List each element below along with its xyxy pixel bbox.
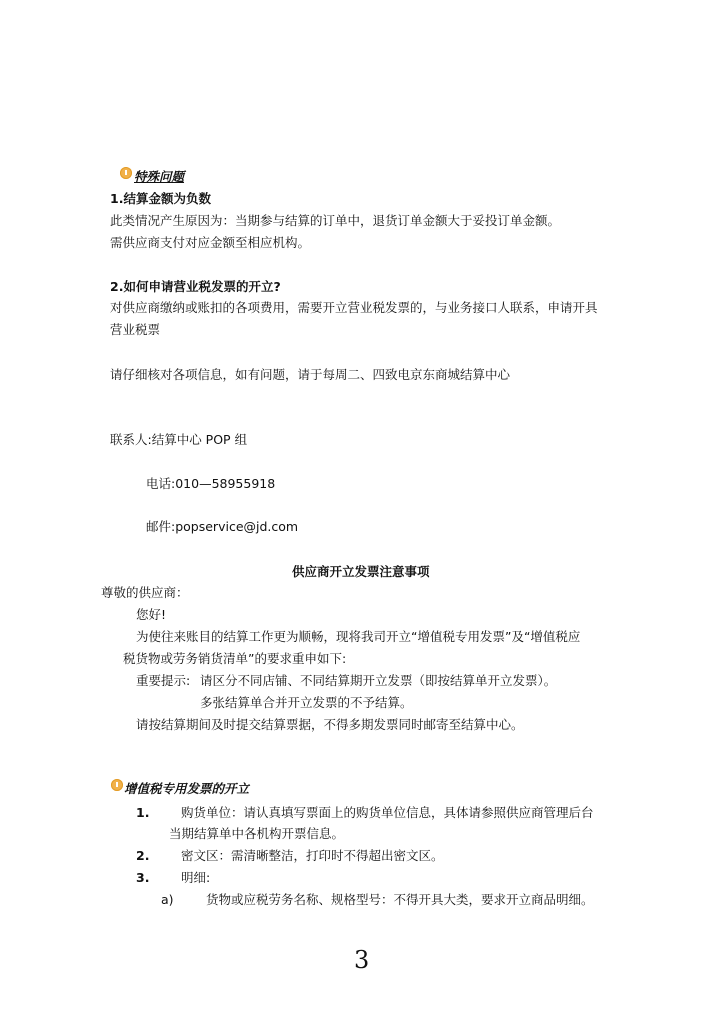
question-2-title: 2.如何申请营业税发票的开立? [110,279,281,294]
notice-greeting: 您好! [136,607,167,622]
question-1-line-1: 此类情况产生原因为：当期参与结算的订单中，退货订单金额大于妥投订单金额。 [110,213,561,228]
page-number: 3 [354,946,370,974]
important-line-1: 请区分不同店铺、不同结算期开立发票（即按结算单开立发票）。 [200,673,557,688]
submit-docs-line: 请按结算期间及时提交结算票据，不得多期发票同时邮寄至结算中心。 [136,717,524,732]
notice-salutation: 尊敬的供应商： [101,585,189,600]
notice-paragraph-line-1: 为使往来账目的结算工作更为顺畅，现将我司开立“增值税专用发票”及“增值税应 [136,629,581,644]
section-bullet-icon [111,779,123,791]
contact-line: 联系人:结算中心 POP 组 [110,432,248,447]
list-item-2-text: 密文区：需清晰整洁，打印时不得超出密文区。 [181,848,444,863]
email-line: 邮件:popservice@jd.com [146,519,299,534]
question-2-line-2: 营业税票 [110,322,161,337]
phone-line: 电话:010—58955918 [146,476,276,491]
list-item-2-number: 2. [136,848,150,863]
section-heading-vat-invoice: 增值税专用发票的开立 [124,781,250,796]
list-item-1-continuation: 当期结算单中各机构开票信息。 [169,826,345,841]
list-item-3-number: 3. [136,870,150,885]
section-bullet-icon [120,167,132,179]
check-info-line: 请仔细核对各项信息，如有问题，请于每周二、四致电京东商城结算中心 [110,367,511,382]
question-1-title: 1.结算金额为负数 [110,191,211,206]
important-label: 重要提示: [136,673,191,688]
section-heading-special-issues: 特殊问题 [134,169,185,184]
question-1-line-2: 需供应商支付对应金额至相应机构。 [110,235,311,250]
question-2-line-1: 对供应商缴纳或账扣的各项费用，需要开立营业税发票的，与业务接口人联系，申请开具 [110,300,598,315]
list-item-3-text: 明细: [181,870,211,885]
notice-title: 供应商开立发票注意事项 [292,564,430,579]
sub-item-a-label: a) [161,892,174,907]
notice-paragraph-line-2: 税货物或劳务销货清单”的要求重申如下: [123,651,347,666]
list-item-1-number: 1. [136,805,150,820]
sub-item-a-text: 货物或应税劳务名称、规格型号：不得开具大类，要求开立商品明细。 [206,892,594,907]
list-item-1-text: 购货单位：请认真填写票面上的购货单位信息，具体请参照供应商管理后台 [181,805,594,820]
important-line-2: 多张结算单合并开立发票的不予结算。 [200,695,413,710]
